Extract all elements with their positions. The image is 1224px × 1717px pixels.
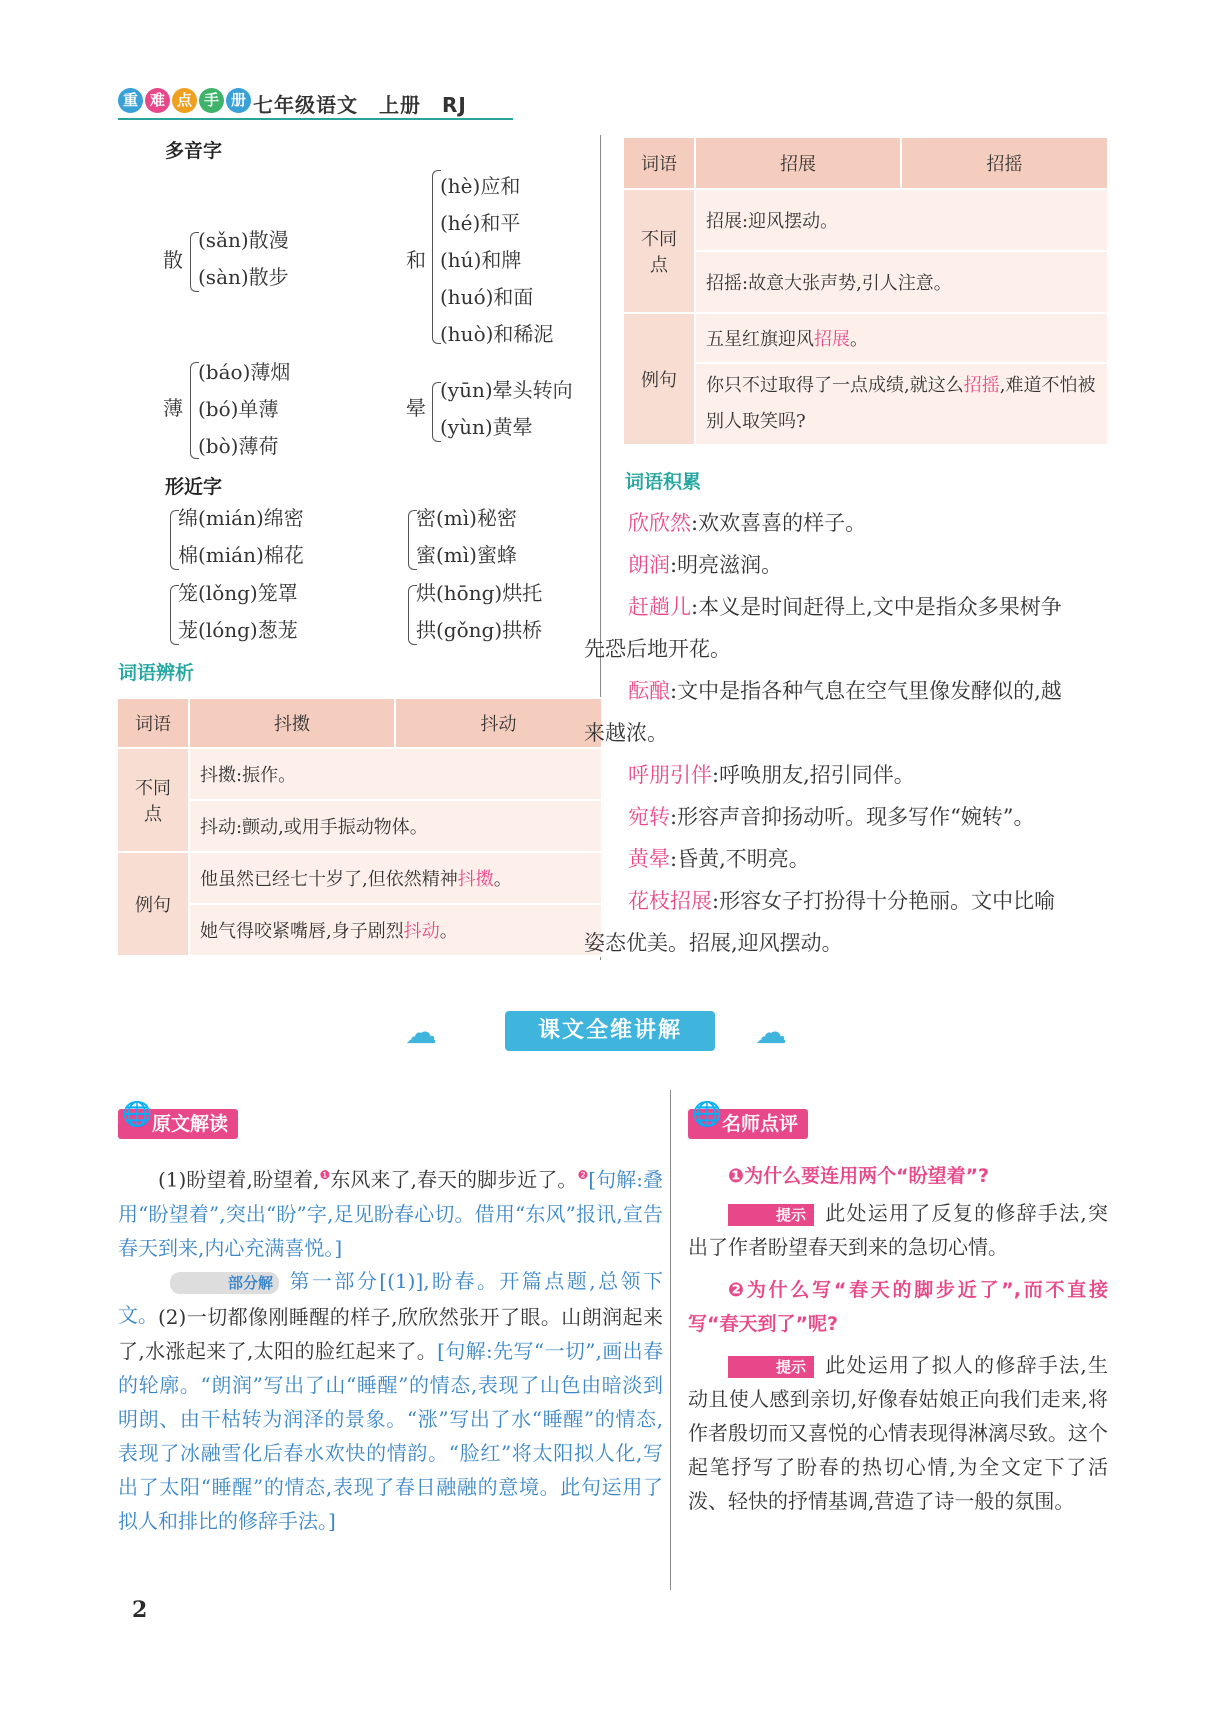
table-header: 抖擞 xyxy=(189,698,395,748)
similar-item: 绵(mián)绵密 xyxy=(178,506,304,530)
vocab-def: :昏黄,不明亮。 xyxy=(670,847,810,871)
header-divider xyxy=(118,118,513,120)
hint-label: 提示 xyxy=(728,1204,814,1226)
paragraph-1: (1)盼望着,盼望着,$^❶$东风来了,春天的脚步近了。$^❷$[句解:叠用“盼望着”,突出“盼”字,足见盼春心切。借用“东风”报讯,宣告春天到来,内心充满喜悦。] xyxy=(118,1167,664,1260)
poly-item: (hú)和牌 xyxy=(440,248,522,272)
similar-item: 茏(lóng)葱茏 xyxy=(178,618,298,642)
example-cell: 五星红旗迎风招展。 xyxy=(695,313,1108,363)
vocab-def: :文中是指各种气息在空气里像发酵似的,越来越浓。 xyxy=(584,679,1062,745)
vocab-heading: 词语积累 xyxy=(625,471,702,493)
vocab-term: 朗润 xyxy=(628,553,670,577)
vocab-item xyxy=(628,838,1108,880)
vocab-item xyxy=(628,544,1108,586)
cloud-icon: ☁ xyxy=(405,1013,437,1051)
table-header: 招摇 xyxy=(901,137,1108,189)
example-cell: 你只不过取得了一点成绩,就这么招摇,难道不怕被别人取笑吗? xyxy=(695,363,1108,445)
vocab-def: :明亮滋润。 xyxy=(670,553,783,577)
vocab-item xyxy=(584,880,1064,964)
answer-1: 提示 此处运用了反复的修辞手法,突出了作者盼望春天到来的急切心情。 xyxy=(688,1201,1108,1259)
row-label: 例句 xyxy=(623,313,695,445)
vocab-def: :形容女子打扮得十分艳丽。文中比喻姿态优美。招展,迎风摆动。 xyxy=(584,889,1056,955)
poly-item: (sǎn)散漫 xyxy=(198,228,289,252)
question-1: ❶为什么要连用两个“盼望着”? xyxy=(728,1165,990,1187)
table-header: 词语 xyxy=(623,137,695,189)
poly-item: (báo)薄烟 xyxy=(198,360,291,384)
poly-item: (bò)薄荷 xyxy=(198,434,279,458)
vocab-term: 花枝招展 xyxy=(628,889,712,913)
badge: 册 xyxy=(226,88,251,113)
similar-item: 蜜(mì)蜜蜂 xyxy=(416,543,517,567)
teacher-comment-tag: 🌐 名师点评 xyxy=(688,1109,808,1139)
vocab-item xyxy=(628,754,1108,796)
original-reading-tag: 🌐 原文解读 xyxy=(118,1109,238,1139)
vocab-term: 酝酿 xyxy=(628,679,670,703)
vocab-item xyxy=(628,502,1108,544)
vocab-term: 黄晕 xyxy=(628,847,670,871)
answer-2: 提示 此处运用了拟人的修辞手法,生动且使人感到亲切,好像春姑娘正向我们走来,将作者殷切而又喜悦的心情表现得淋漓尽致。这个起笔抒写了盼春的热切心情,为全文定下了活泼、轻快的抒情基调,营造了诗一般的氛围。 xyxy=(688,1353,1108,1513)
badge: 手 xyxy=(199,88,224,113)
question-2: ❷为什么写“春天的脚步近了”,而不直接写“春天到了”呢? xyxy=(688,1279,1108,1335)
page-number: 2 xyxy=(132,1597,148,1623)
poly-item: (bó)单薄 xyxy=(198,397,279,421)
diff-cell: 招展:迎风摆动。 xyxy=(695,189,1108,251)
vocab-term: 欣欣然 xyxy=(628,511,691,535)
discrimination-heading: 词语辨析 xyxy=(118,662,195,684)
vocab-term: 宛转 xyxy=(628,805,670,829)
table-header: 招展 xyxy=(695,137,901,189)
poly-char: 薄 xyxy=(163,396,183,420)
globe-icon: 🌐 xyxy=(692,1100,722,1128)
paragraph-2: (2)一切都像刚睡醒的样子,欣欣然张开了眼。山朗润起来了,水涨起来了,太阳的脸红起来了。[句解:先写“一切”,画出春的轮廓。“朗润”写出了山“睡醒”的情态,表现了山色由暗淡到明朗、由干枯转为润泽的景象。“涨”写出了水“睡醒”的情态,表现了冰融雪化后春水欢快的情韵。“脸红”将太阳拟人化,写出了太阳“睡醒”的情态,表现了春日融融的意境。此句运用了拟人和排比的修辞手法。] xyxy=(118,1305,663,1533)
table-header: 抖动 xyxy=(395,698,602,748)
badge: 难 xyxy=(145,88,170,113)
word-compare-table-1 xyxy=(116,697,603,957)
book-title: 七年级语文 上册 RJ xyxy=(253,93,467,117)
row-label: 不同点 xyxy=(117,748,189,852)
polyphone-heading: 多音字 xyxy=(165,140,223,162)
keyword: 抖动 xyxy=(403,921,440,942)
column-divider xyxy=(670,1090,671,1590)
diff-cell: 抖擞:振作。 xyxy=(189,748,602,800)
poly-item: (sàn)散步 xyxy=(198,265,289,289)
sentence-note: [句解:先写“一切”,画出春的轮廓。“朗润”写出了山“睡醒”的情态,表现了山色由暗淡到明朗、由干枯转为润泽的景象。“涨”写出了水“睡醒”的情态,表现了冰融雪化后春水欢快的情韵。“脸红”将太阳拟人化,写出了太阳“睡醒”的情态,表现了春日融融的意境。此句运用了拟人和排比的修辞手法。] xyxy=(118,1339,663,1533)
similar-item: 笼(lǒng)笼罩 xyxy=(178,581,298,605)
section-banner xyxy=(385,1003,825,1059)
similar-item: 拱(gǒng)拱桥 xyxy=(416,618,543,642)
hint-label: 提示 xyxy=(728,1356,814,1378)
poly-item: (yūn)晕头转向 xyxy=(440,378,573,402)
vocab-def: :形容声音抑扬动听。现多写作“婉转”。 xyxy=(670,805,1035,829)
table-header: 词语 xyxy=(117,698,189,748)
poly-item: (huò)和稀泥 xyxy=(440,322,554,346)
vocab-item xyxy=(584,586,1064,670)
poly-item: (hé)和平 xyxy=(440,211,521,235)
similar-item: 密(mì)秘密 xyxy=(416,506,517,530)
similar-item: 棉(mián)棉花 xyxy=(178,543,304,567)
part-label: 部分解 xyxy=(170,1272,279,1294)
poly-item: (huó)和面 xyxy=(440,285,534,309)
poly-char: 和 xyxy=(406,248,426,272)
row-label: 例句 xyxy=(117,852,189,956)
page-header xyxy=(118,84,513,122)
vocab-item xyxy=(584,670,1064,754)
vocab-item xyxy=(628,796,1108,838)
vocab-def: :欢欢喜喜的样子。 xyxy=(691,511,867,535)
badge: 重 xyxy=(118,88,143,113)
similar-item: 烘(hōng)烘托 xyxy=(416,581,543,605)
diff-cell: 招摇:故意大张声势,引人注意。 xyxy=(695,251,1108,313)
cloud-icon: ☁ xyxy=(755,1013,787,1051)
vocab-term: 赶趟儿 xyxy=(628,595,691,619)
keyword: 招展 xyxy=(814,329,850,350)
badge: 点 xyxy=(172,88,197,113)
poly-item: (hè)应和 xyxy=(440,174,521,198)
example-cell: 她气得咬紧嘴唇,身子剧烈抖动。 xyxy=(189,904,602,956)
keyword: 抖擞 xyxy=(457,869,494,890)
row-label: 不同点 xyxy=(623,189,695,313)
similar-heading: 形近字 xyxy=(165,476,223,498)
banner-title: 课文全维讲解 xyxy=(505,1011,715,1051)
diff-cell: 抖动:颤动,或用手振动物体。 xyxy=(189,800,602,852)
word-compare-table-2 xyxy=(622,136,1109,446)
part-summary: 部分解 第一部分[(1)],盼春。开篇点题,总领下文。 xyxy=(118,1269,663,1327)
globe-icon: 🌐 xyxy=(122,1100,152,1128)
poly-char: 散 xyxy=(163,248,183,272)
example-cell: 他虽然已经七十岁了,但依然精神抖擞。 xyxy=(189,852,602,904)
poly-item: (yùn)黄晕 xyxy=(440,415,533,439)
series-badges xyxy=(118,88,253,113)
vocab-def: :本义是时间赶得上,文中是指众多果树争先恐后地开花。 xyxy=(584,595,1062,661)
keyword: 招摇 xyxy=(963,375,1000,396)
vocab-def: :呼唤朋友,招引同伴。 xyxy=(712,763,915,787)
sentence-note: [句解:叠用“盼望着”,突出“盼”字,足见盼春心切。借用“东风”报讯,宣告春天到来,内心充满喜悦。] xyxy=(118,1167,664,1260)
poly-char: 晕 xyxy=(406,396,426,420)
vocab-term: 呼朋引伴 xyxy=(628,763,712,787)
